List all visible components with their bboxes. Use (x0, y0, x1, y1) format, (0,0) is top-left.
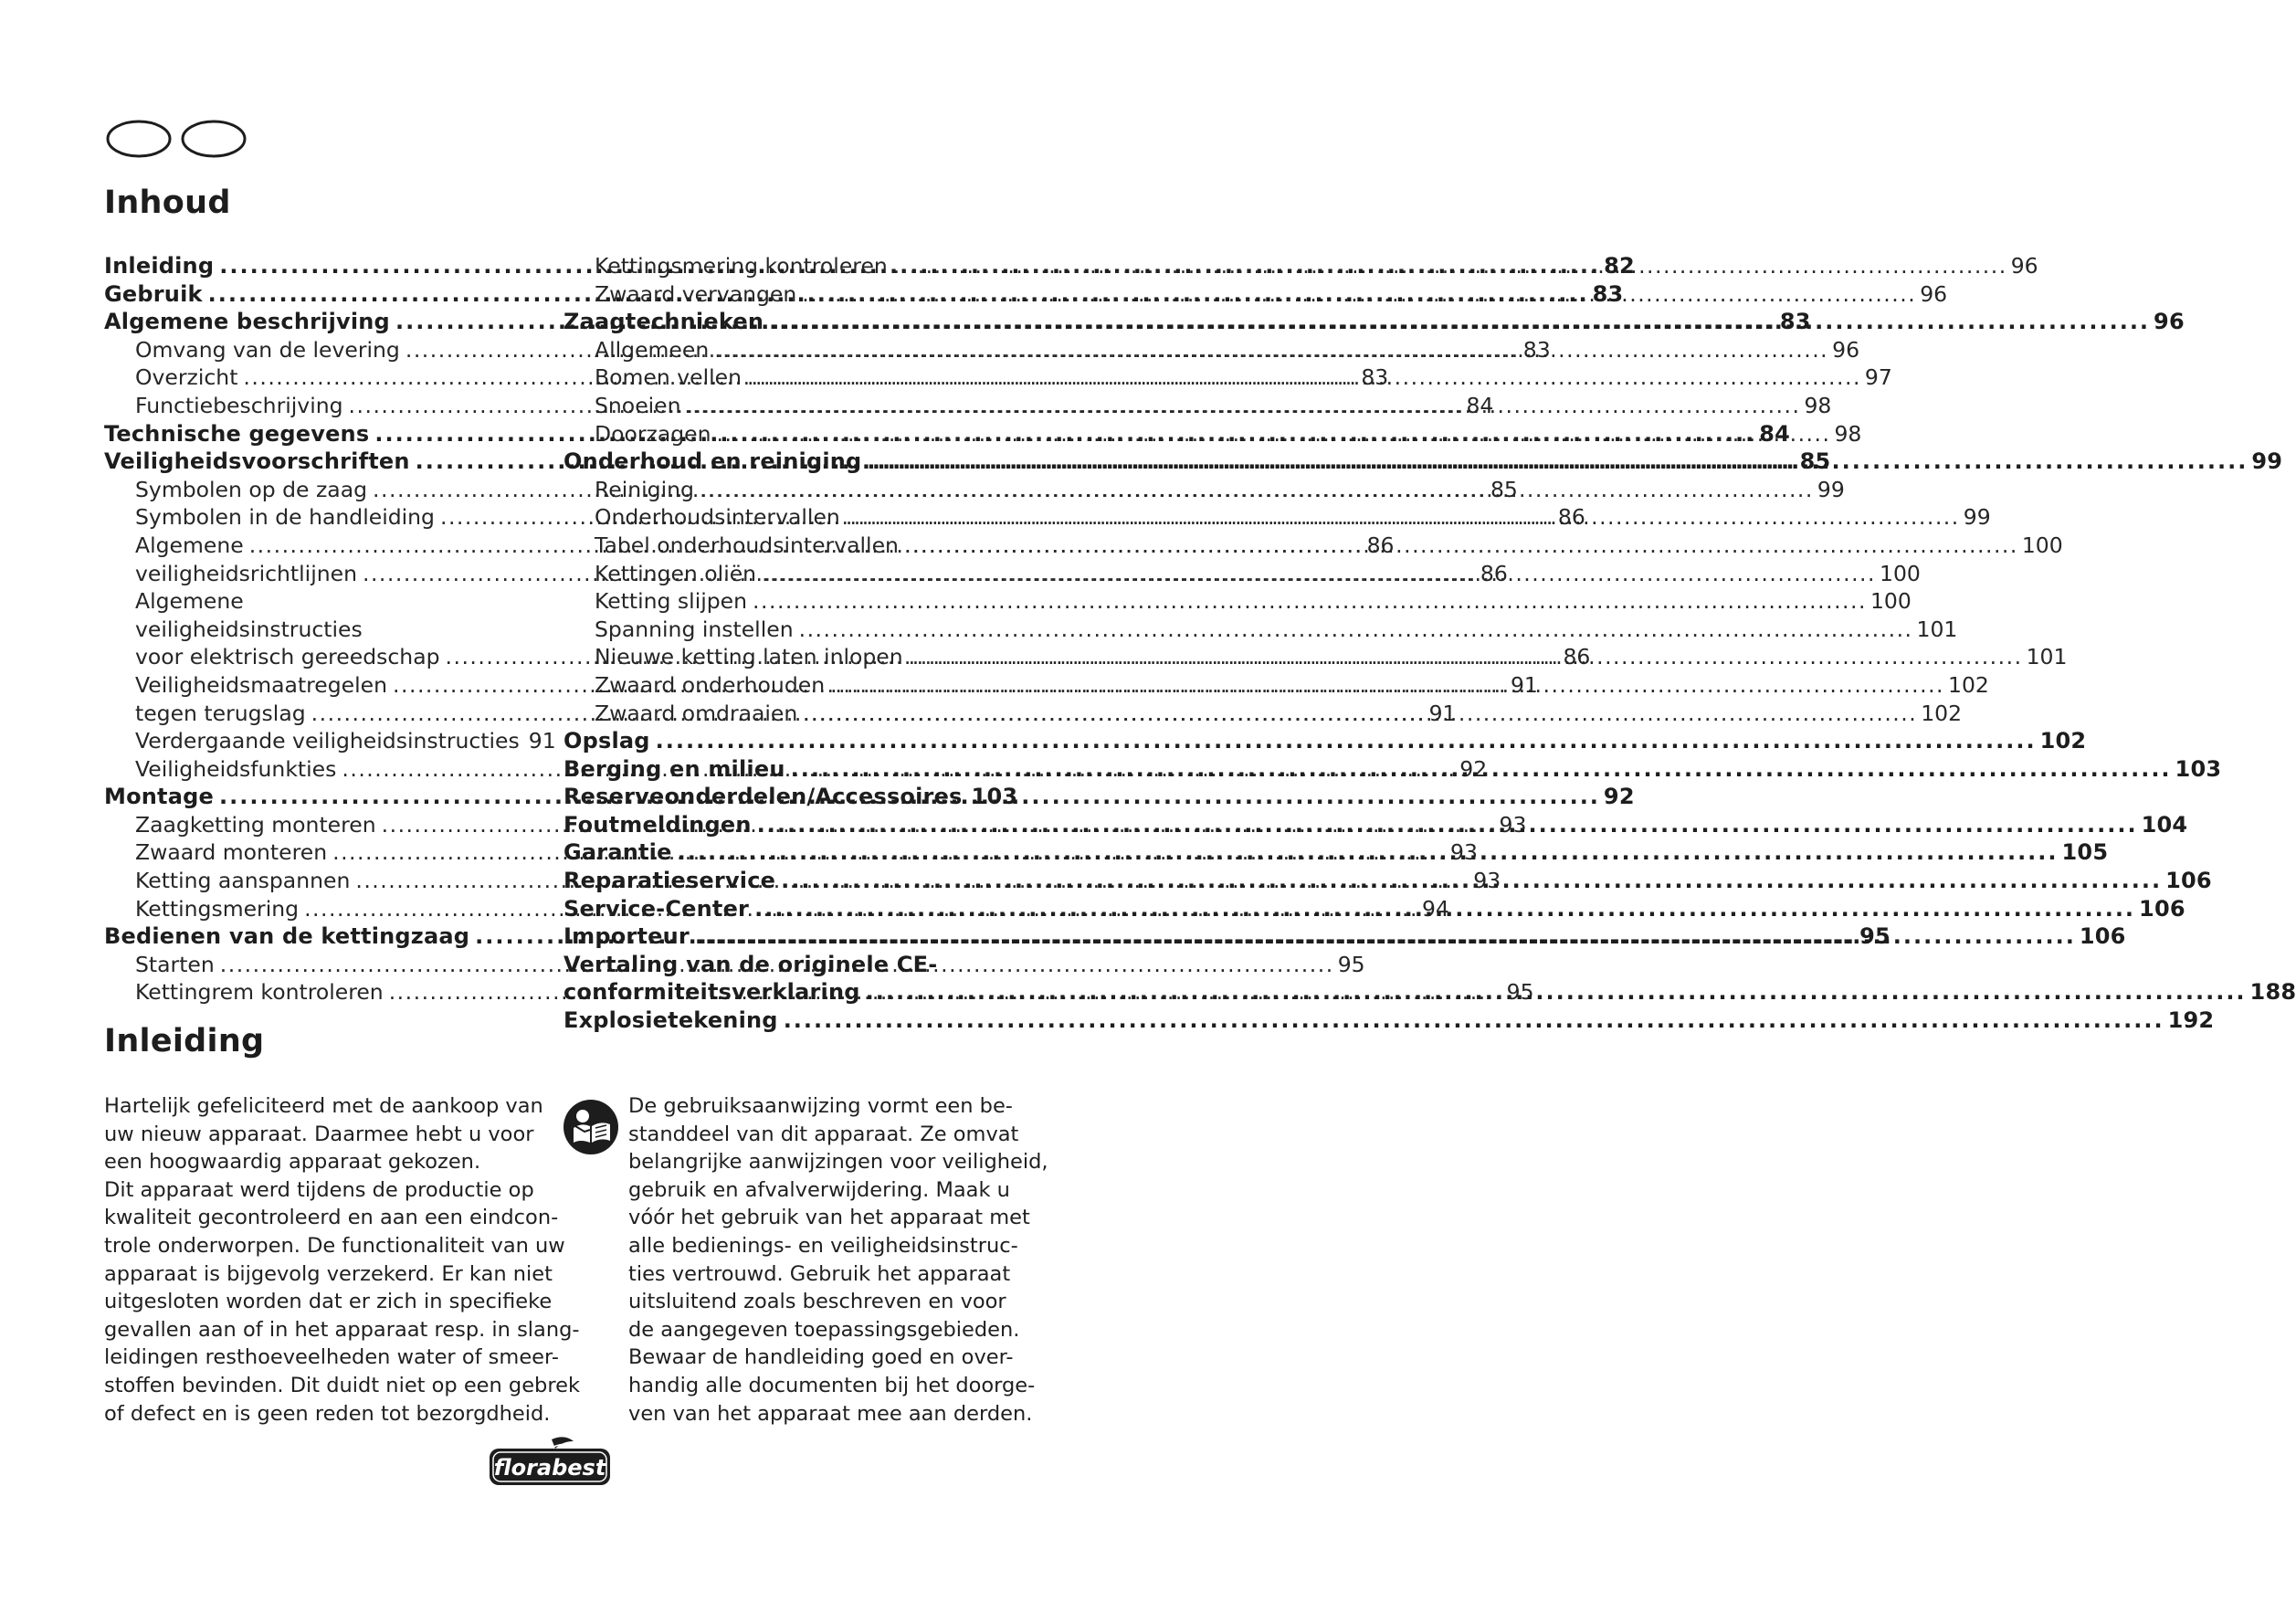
toc-entry[interactable] (563, 587, 1912, 616)
toc-entry-title: voor elektrisch gereedschap (135, 644, 440, 670)
toc-entry-title: Functiebeschrijving (135, 392, 343, 418)
toc-entry-page: 83 (1361, 364, 1389, 391)
toc-entry-page: 91 (1428, 700, 1457, 726)
toc-entry-page: 86 (1563, 644, 1591, 670)
toc-leader-dots (687, 392, 1801, 420)
toc-leader-dots (791, 755, 2172, 784)
toc-entry-title: Zwaard monteren (135, 839, 328, 866)
toc-entry-page: 192 (2167, 1007, 2215, 1034)
paragraph-line: kwaliteit gecontroleerd en aan een eindcon- (104, 1206, 559, 1230)
toc-entry-title: Veiligheidsmaatregelen (135, 671, 388, 698)
paragraph-line: leidingen resthoeveelheden water of smeer- (104, 1345, 559, 1370)
toc-entry-title: Omvang van de levering (135, 336, 400, 363)
toc-entry-title: Foutmeldingen (563, 811, 752, 838)
intro-heading: Inleiding (104, 1023, 265, 1059)
toc-leader-dots (695, 922, 2076, 951)
toc-entry-title: Bedienen van de kettingzaag (104, 923, 470, 950)
toc-entry-page: 92 (1603, 784, 1635, 810)
toc-entry-title: Bomen vellen (595, 364, 742, 391)
paragraph-line: gevallen aan of in het apparaat resp. in slang- (104, 1317, 580, 1342)
paragraph-line: Hartelijk gefeliciteerd met de aankoop van (104, 1094, 543, 1118)
toc-entry-title: Overzicht (135, 364, 238, 391)
toc-entry-title: tegen terugslag (135, 700, 306, 726)
language-oval-icon (104, 119, 250, 159)
toc-entry-page: 96 (1920, 280, 1948, 307)
toc-entry-title: Kettingrem kontroleren (135, 979, 384, 1006)
toc-entry-page: 86 (1366, 532, 1395, 558)
toc-leader-dots (656, 727, 2037, 755)
toc-entry-title: Berging en milieu (563, 755, 785, 782)
toc-entry-page: 91 (528, 728, 556, 754)
toc-entry-page: 99 (2251, 448, 2283, 475)
paragraph-line: gebruik en afvalverwijdering. Maak u (628, 1177, 1010, 1202)
toc-entry-page: 106 (2165, 868, 2212, 894)
toc-leader-dots (803, 700, 1917, 728)
brand-name: florabest (493, 1455, 606, 1481)
toc-entry-page: 105 (2061, 839, 2109, 866)
toc-entry-title: Algemene beschrijving (104, 309, 390, 335)
paragraph-line: trole onderworpen. De functionaliteit van uw (104, 1233, 565, 1258)
toc-entry-page: 100 (1869, 588, 1912, 615)
toc-entry-title: Vertaling van de originele CE- (563, 951, 938, 977)
toc-entry-title: Opslag (563, 728, 650, 754)
toc-leader-dots (867, 448, 2248, 476)
toc-entry-page: 96 (2154, 309, 2185, 335)
toc-entry-title: Zwaard vervangen (595, 280, 797, 307)
florabest-logo (486, 1436, 614, 1491)
toc-entry-title: Kettingsmering (135, 895, 300, 922)
toc-leader-dots (799, 616, 1913, 644)
toc-entry-page: 106 (2139, 895, 2185, 922)
toc-entry-page: 96 (2010, 253, 2038, 279)
toc-heading: Inhoud (104, 184, 231, 221)
toc-leader-dots (717, 420, 1831, 448)
toc-entry-title: Algemene (135, 532, 244, 558)
toc-entry-page: 83 (1522, 336, 1551, 363)
paragraph-line: handig alle documenten bij het doorge- (628, 1373, 1036, 1397)
paragraph-line: Bewaar de handleiding goed en over- (628, 1345, 1014, 1370)
paragraph-line: De gebruiksaanwijzing vormt een be- (628, 1094, 1013, 1118)
toc-entry-page: 98 (1804, 392, 1832, 418)
toc-entry-page: 99 (1963, 504, 1991, 531)
toc-entry-title: Onderhoudsintervallen (595, 504, 840, 531)
toc-leader-dots (909, 643, 2023, 671)
paragraph-line: Dit apparaat werd tijdens de productie op (104, 1177, 534, 1202)
toc-entry-page: 102 (1948, 671, 1989, 698)
read-manual-icon (563, 1099, 619, 1155)
toc-leader-dots (802, 280, 1916, 309)
toc-leader-dots (754, 895, 2135, 923)
toc-leader-dots (762, 560, 1876, 588)
toc-entry-page: 94 (1421, 895, 1449, 922)
toc-entry-page: 83 (1779, 309, 1811, 335)
toc-entry-page: 102 (2039, 728, 2087, 754)
paragraph-line: vóór het gebruik van het apparaat met (628, 1206, 1030, 1230)
toc-entry-title: Snoeien (595, 392, 681, 418)
toc-entry-title: veiligheidsinstructies (135, 616, 363, 642)
toc-entry-title: Zaagtechnieken (563, 309, 764, 335)
toc-entry-page: 93 (1450, 839, 1478, 866)
toc-entry-title: Veiligheidsfunkties (135, 755, 337, 782)
toc-entry-page: 84 (1759, 420, 1791, 447)
toc-entry[interactable] (563, 727, 2087, 755)
toc-entry-title: Ketting slijpen (595, 588, 748, 615)
toc-entry[interactable] (563, 1007, 2215, 1035)
toc-entry-page: 83 (1592, 280, 1624, 307)
toc-leader-dots (846, 503, 1960, 532)
toc-entry[interactable] (563, 616, 1958, 644)
toc-leader-dots (757, 811, 2138, 839)
toc-entry-title: Zaagketting monteren (135, 811, 376, 838)
toc-entry-title: Technische gegevens (104, 420, 370, 447)
toc-entry-page: 100 (1880, 560, 1921, 586)
toc-leader-dots (700, 476, 1814, 504)
toc-entry-page: 106 (2079, 923, 2126, 950)
toc-entry-title: Service-Center (563, 895, 750, 922)
toc-leader-dots (904, 532, 2018, 560)
toc-entry-page: 104 (2141, 811, 2188, 838)
toc-entry-title: Reserveonderdelen/Accessoires (563, 784, 963, 810)
toc-entry-title: Nieuwe ketting laten inlopen (595, 644, 903, 670)
toc-entry-page: 85 (1799, 448, 1831, 475)
toc-entry-page: 100 (2021, 532, 2063, 558)
toc-entry-page: 86 (1557, 504, 1585, 531)
toc-entry-title: veiligheidsrichtlijnen (135, 560, 357, 586)
paragraph-line: uitgesloten worden dat er zich in specifieke (104, 1290, 553, 1314)
toc-entry-title: Inleiding (104, 253, 215, 279)
toc-entry-page: 91 (1510, 671, 1538, 698)
toc-entry-page: 98 (1834, 420, 1862, 447)
toc-entry-title: Gebruik (104, 280, 203, 307)
toc-entry-page: 97 (1864, 364, 1892, 391)
toc-entry-title: Tabel onderhoudsintervallen (595, 532, 899, 558)
toc-entry-title: Veiligheidsvoorschriften (104, 448, 410, 475)
toc-entry-title: Reiniging (595, 476, 694, 502)
toc-entry-title: Zwaard omdraaien (595, 700, 798, 726)
toc-entry[interactable] (563, 783, 1018, 811)
paragraph-line: stoffen bevinden. Dit duidt niet op een gebrek (104, 1373, 580, 1397)
toc-entry-title: Verdergaande veiligheidsinstructies (135, 728, 520, 754)
toc-entry-title: Symbolen in de handleiding (135, 504, 435, 531)
toc-entry-title: Algemene (135, 588, 244, 615)
toc-entry-title: Kettingsmering kontroleren (595, 253, 888, 279)
toc-entry-page: 93 (1499, 811, 1527, 838)
toc-entry-title: Kettingen oliën (595, 560, 757, 586)
toc-entry-title: Allgemeen (595, 336, 710, 363)
paragraph-line: een hoogwaardig apparaat gekozen. (104, 1150, 481, 1175)
toc-entry-title: conformiteitsverklaring (563, 979, 860, 1006)
toc-entry-page: 82 (1604, 253, 1635, 279)
toc-entry-page: 95 (1506, 979, 1534, 1006)
paragraph-line: belangrijke aanwijzingen voor veiligheid, (628, 1150, 1048, 1175)
toc-entry-title: Garantie (563, 839, 672, 866)
toc-entry-title: Importeur (563, 923, 690, 950)
toc-leader-dots (747, 364, 1861, 392)
toc-leader-dots (830, 671, 1944, 700)
toc-entry-page: 188 (2249, 979, 2296, 1006)
paragraph-line: uw nieuw apparaat. Daarmee hebt u voor (104, 1122, 534, 1146)
toc-entry-page: 102 (1921, 700, 1963, 726)
toc-leader-dots (784, 1007, 2164, 1035)
toc-entry-page: 85 (1490, 476, 1518, 502)
toc-entry-title: Explosietekening (563, 1007, 778, 1034)
toc-leader-dots (769, 308, 2150, 336)
toc-entry-title: Doorzagen (595, 420, 711, 447)
toc-entry-title: Onderhoud en reiniging (563, 448, 862, 475)
toc-entry-title: Zwaard onderhouden (595, 671, 826, 698)
toc-entry-title: Starten (135, 951, 215, 977)
toc-entry-title: Symbolen op de zaag (135, 476, 368, 502)
toc-leader-dots (893, 252, 2007, 280)
toc-entry-page: 93 (1473, 868, 1501, 894)
toc-entry-page: 103 (971, 784, 1018, 810)
toc-leader-dots (678, 838, 2059, 867)
toc-entry-title: Ketting aanspannen (135, 868, 351, 894)
toc-entry-page: 96 (1832, 336, 1860, 363)
intro-paragraph-right (628, 1092, 1048, 1428)
paragraph-line: of defect en is geen reden tot bezorgdheid. (104, 1401, 551, 1426)
toc-entry-page: 95 (1337, 951, 1365, 977)
toc-entry[interactable] (563, 951, 996, 979)
toc-entry-page: 92 (1459, 755, 1488, 782)
toc-entry-page: 86 (1480, 560, 1508, 586)
toc-entry-title: Reparatieservice (563, 868, 776, 894)
toc-leader-dots (753, 587, 1867, 616)
intro-paragraph-left (104, 1092, 580, 1428)
toc-entry[interactable] (104, 727, 556, 755)
toc-leader-dots (866, 978, 2247, 1007)
toc-entry[interactable] (104, 616, 541, 644)
toc-entry[interactable] (104, 587, 541, 616)
toc-entry-page: 99 (1817, 476, 1845, 502)
toc-entry-page: 103 (2175, 755, 2222, 782)
toc-entry-title: Spanning instellen (595, 616, 794, 642)
paragraph-line: ties vertrouwd. Gebruik het apparaat (628, 1261, 1011, 1286)
toc-leader-dots (781, 867, 2162, 895)
paragraph-line: de aangegeven toepassingsgebieden. (628, 1317, 1020, 1342)
paragraph-line: uitsluitend zoals beschreven en voor (628, 1290, 1006, 1314)
toc-entry-page: 95 (1859, 923, 1891, 950)
toc-entry-title: Montage (104, 784, 214, 810)
paragraph-line: alle bedienings- en veiligheidsinstruc- (628, 1233, 1018, 1258)
paragraph-line: ven van het apparaat mee aan derden. (628, 1401, 1033, 1426)
toc-entry-page: 101 (2026, 644, 2068, 670)
toc-entry-page: 101 (1916, 616, 1958, 642)
toc-entry-page: 84 (1466, 392, 1494, 418)
paragraph-line: standdeel van dit apparaat. Ze omvat (628, 1122, 1019, 1146)
toc-leader-dots (714, 336, 1828, 364)
paragraph-line: apparaat is bijgevolg verzekerd. Er kan niet (104, 1261, 553, 1286)
